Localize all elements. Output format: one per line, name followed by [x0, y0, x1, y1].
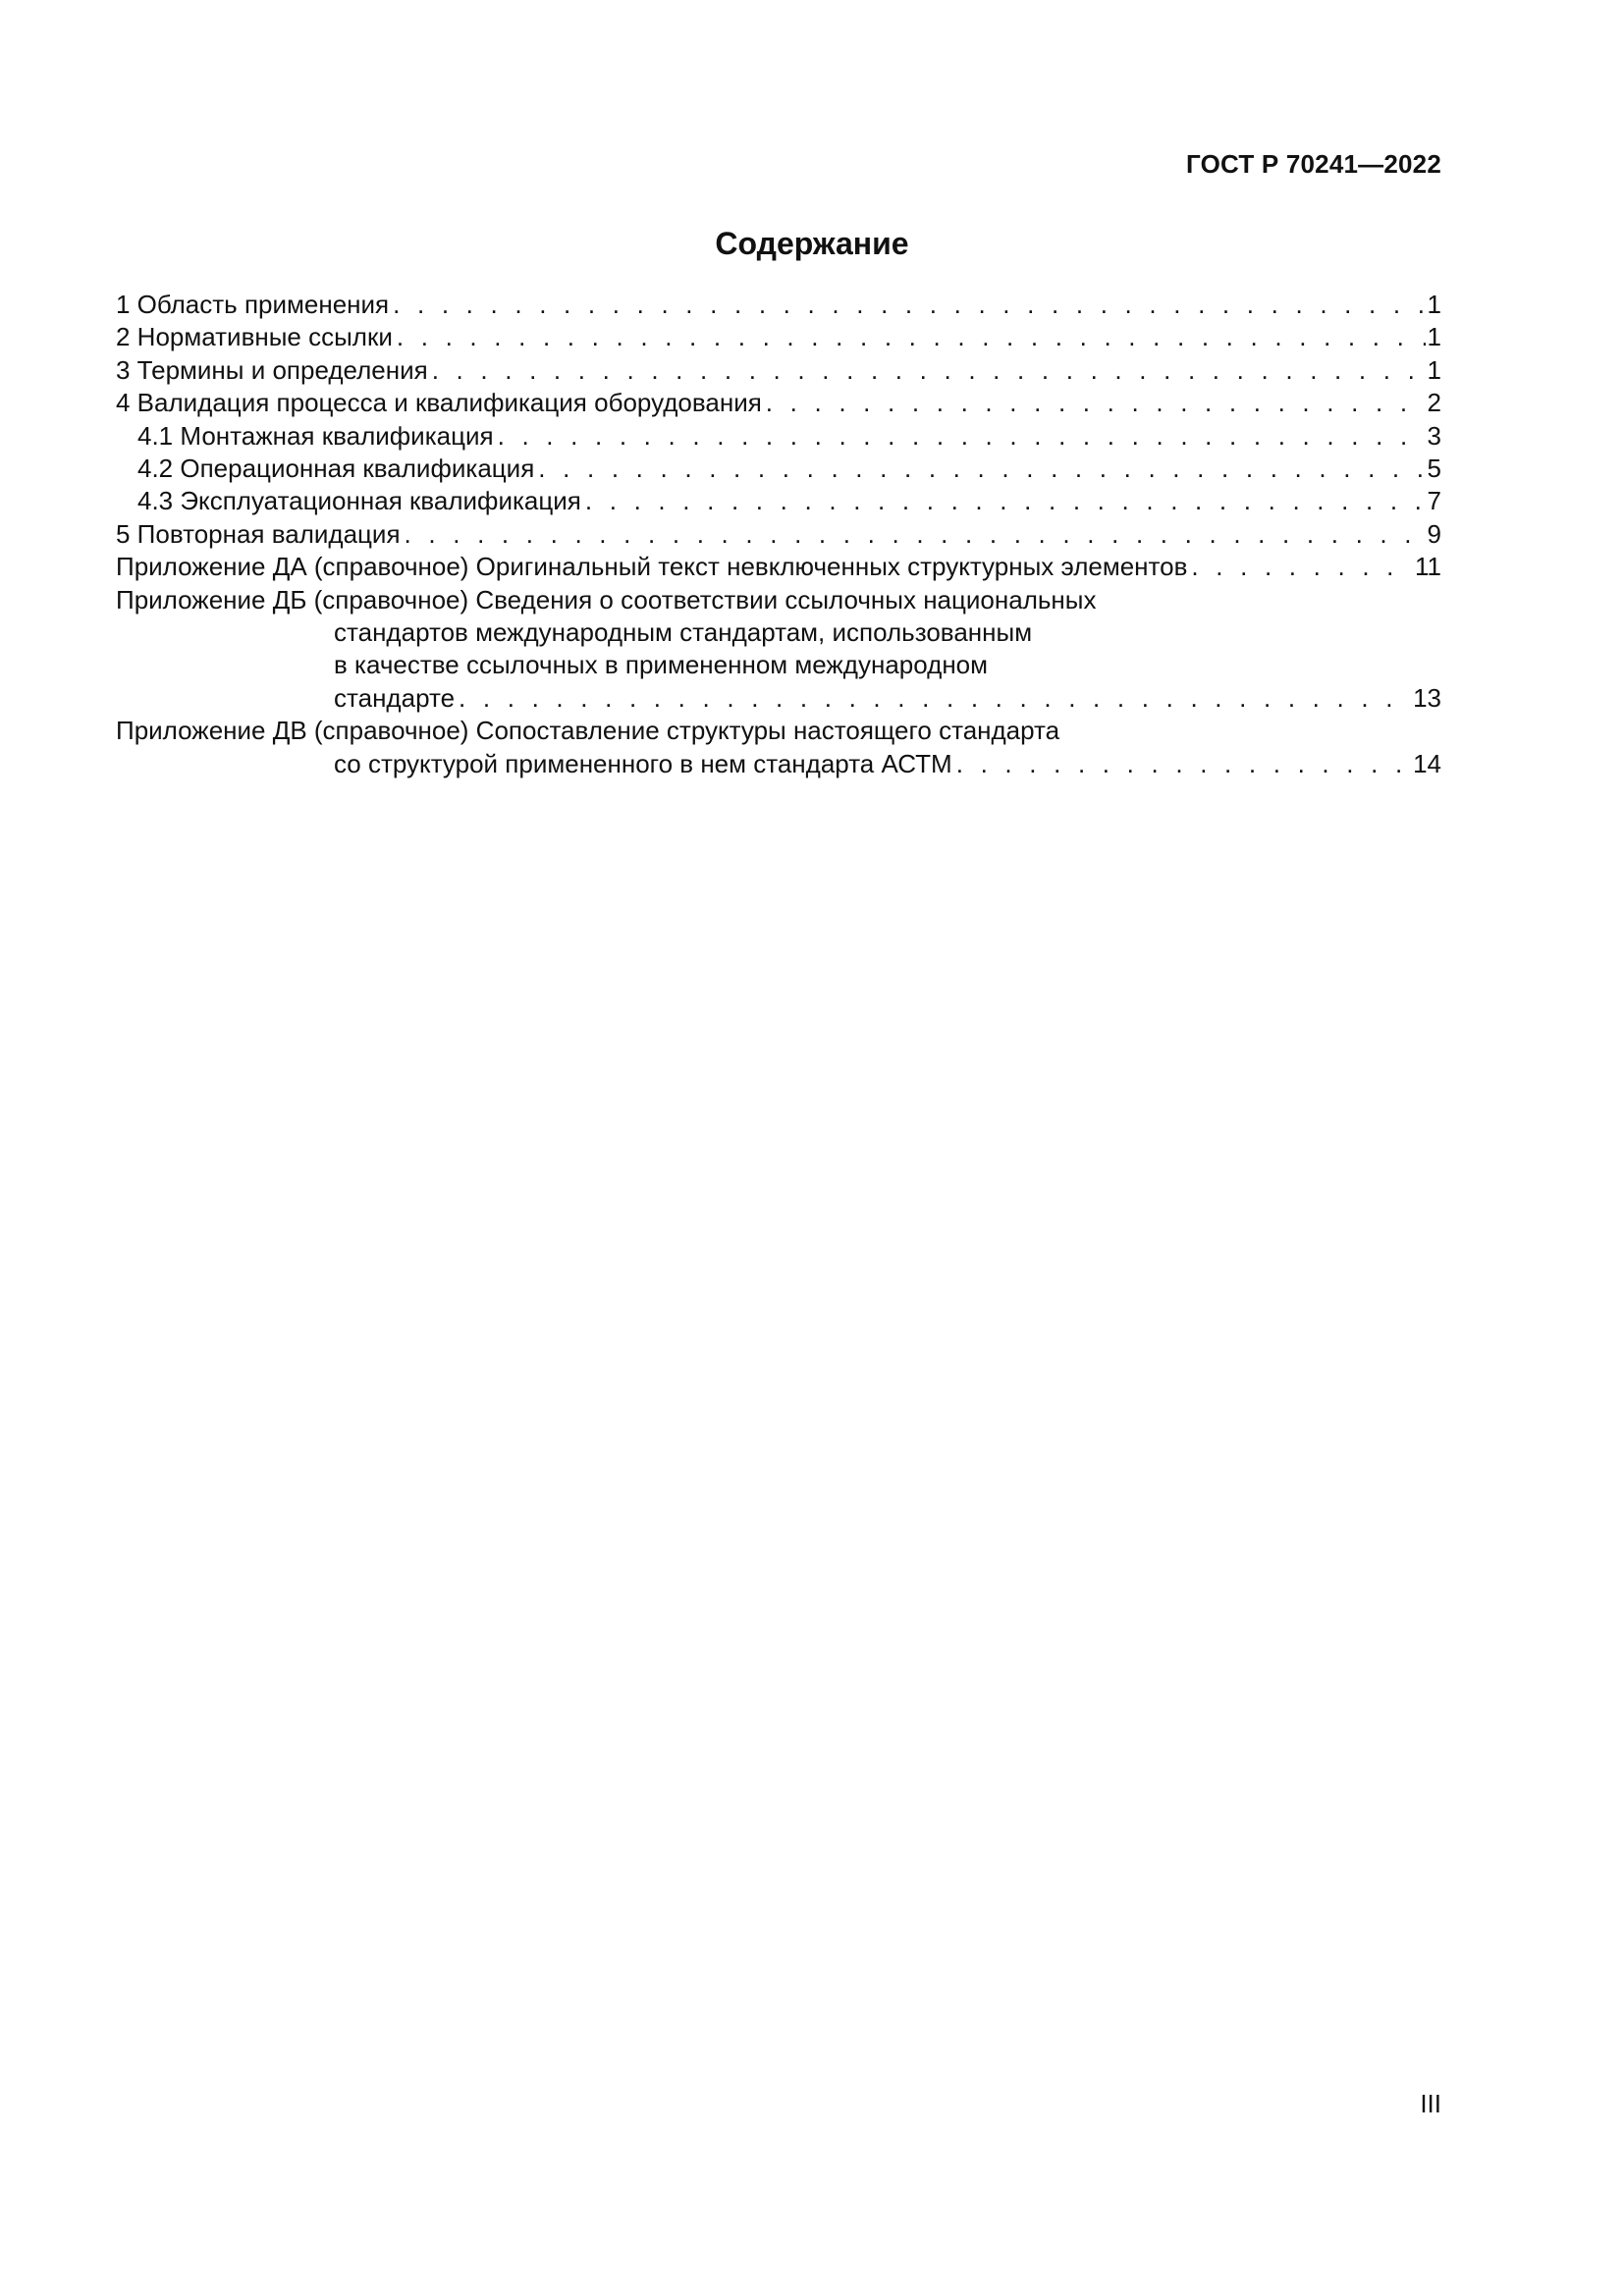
toc-entry-label: Приложение ДБ (справочное) Сведения о соответствии ссылочных национальных — [116, 584, 1097, 614]
toc-entry-revalidation[interactable] — [116, 518, 1441, 551]
toc-entry-page: 5 — [1427, 454, 1441, 484]
toc-dot-leader — [766, 387, 1426, 419]
toc-dot-leader — [1191, 551, 1413, 583]
toc-title: Содержание — [715, 226, 909, 261]
toc-entry-terms[interactable] — [116, 354, 1441, 387]
toc-dot-leader — [405, 518, 1426, 551]
toc-entry-page: 7 — [1427, 486, 1441, 516]
toc-dot-leader — [397, 321, 1426, 353]
toc-entry-page: 2 — [1427, 388, 1441, 418]
toc-entry-label: 4.2 Операционная квалификация — [137, 454, 535, 484]
toc-entry-appendix-da[interactable] — [116, 551, 1441, 583]
toc-entry-validation[interactable] — [116, 387, 1441, 419]
toc-dot-leader — [585, 485, 1426, 517]
toc-entry-performance-qualification[interactable] — [116, 485, 1441, 517]
toc-entry-line — [116, 715, 1441, 747]
toc-entry-page: 14 — [1413, 748, 1441, 778]
toc-entry-label: 3 Термины и определения — [116, 354, 428, 385]
page-number: III — [1420, 2089, 1441, 2118]
toc-entry-page: 1 — [1427, 354, 1441, 385]
toc-entry-scope[interactable] — [116, 289, 1441, 321]
toc-entry-label: 4 Валидация процесса и квалификация оборудования — [116, 388, 762, 418]
toc-entry-line — [116, 649, 1441, 681]
toc-entry-page: 9 — [1427, 518, 1441, 549]
toc-dot-leader — [498, 420, 1426, 453]
toc-entry-normative-references[interactable] — [116, 321, 1441, 353]
toc-entry-line — [116, 682, 1441, 715]
toc-dot-leader — [459, 682, 1411, 715]
table-of-contents — [116, 289, 1441, 780]
toc-entry-appendix-dv[interactable] — [116, 715, 1441, 780]
toc-entry-label: Приложение ДВ (справочное) Сопоставление структуры настоящего стандарта — [116, 716, 1060, 746]
toc-dot-leader — [538, 453, 1425, 485]
toc-entry-line — [116, 584, 1441, 616]
toc-dot-leader — [393, 289, 1425, 321]
toc-entry-label: стандарте — [334, 682, 456, 713]
document-code-header: ГОСТ Р 70241—2022 — [1186, 149, 1441, 179]
toc-entry-label: 5 Повторная валидация — [116, 518, 401, 549]
toc-entry-installation-qualification[interactable] — [116, 420, 1441, 453]
toc-entry-page: 11 — [1415, 552, 1441, 582]
toc-entry-label: 4.1 Монтажная квалификация — [137, 420, 494, 451]
toc-dot-leader — [956, 748, 1411, 780]
toc-entry-label: Приложение ДА (справочное) Оригинальный текст невключенных структурных элементов — [116, 552, 1188, 582]
toc-entry-page: 1 — [1427, 322, 1441, 352]
toc-entry-label: 4.3 Эксплуатационная квалификация — [137, 486, 581, 516]
toc-entry-page: 1 — [1427, 290, 1441, 319]
toc-entry-line — [116, 748, 1441, 780]
toc-entry-operational-qualification[interactable] — [116, 453, 1441, 485]
toc-entry-label: 1 Область применения — [116, 290, 390, 319]
toc-entry-label: стандартов международным стандартам, использованным — [334, 617, 1033, 648]
toc-entry-label: 2 Нормативные ссылки — [116, 322, 393, 352]
toc-entry-line — [116, 616, 1441, 649]
toc-entry-label: со структурой примененного в нем стандарта АСТМ — [334, 748, 952, 778]
toc-entry-label: в качестве ссылочных в примененном международном — [334, 650, 989, 680]
toc-entry-page: 3 — [1427, 420, 1441, 451]
toc-dot-leader — [432, 354, 1426, 387]
toc-entry-appendix-db[interactable] — [116, 584, 1441, 716]
toc-entry-page: 13 — [1413, 682, 1441, 713]
